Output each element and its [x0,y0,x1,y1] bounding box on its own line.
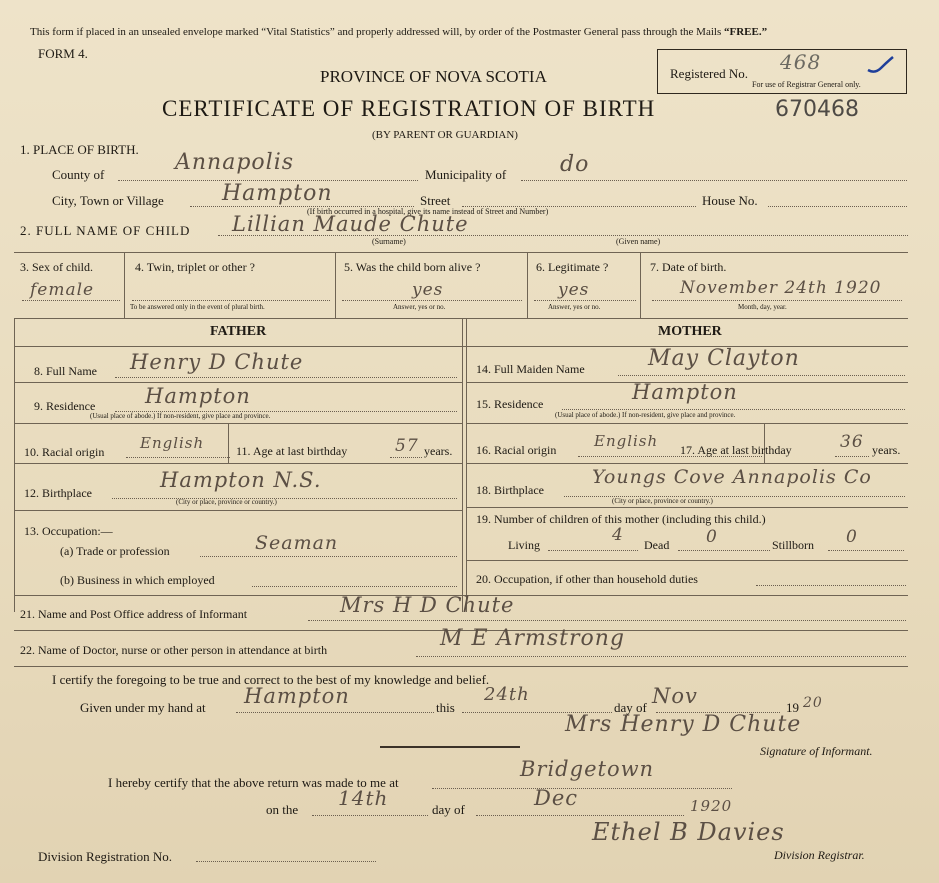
postal-notice: This form if placed in an unsealed envelope marked “Vital Statistics” and properly addressed will, by order of the Postmaster General pass through the Mails “FREE.” [30,26,768,38]
trade-value: Seaman [255,532,339,554]
on-value: 14th [338,786,389,810]
on-the-label: on the [266,802,299,817]
father-birthplace-note: (City or place, province or country.) [176,498,277,506]
living-value: 4 [612,525,624,545]
legitimate-label: 6. Legitimate ? [536,260,609,274]
informant-label: 21. Name and Post Office address of Informant [20,607,248,621]
given-label: Given under my hand at [80,700,206,715]
year2-value: 1920 [690,797,733,815]
father-name-value: Henry D Chute [130,350,304,374]
informant-signature: Mrs Henry D Chute [565,712,802,737]
mother-birthplace-label: 18. Birthplace [476,483,544,497]
mother-name-value: May Clayton [648,346,800,371]
alive-value: yes [412,280,444,300]
father-residence-value: Hampton [145,384,251,408]
father-name-label: 8. Full Name [34,364,97,378]
mother-birthplace-value: Youngs Cove Annapolis Co [592,466,872,488]
checkmark-icon [865,54,895,76]
alive-label: 5. Was the child born alive ? [344,260,481,274]
mother-heading: MOTHER [658,324,722,339]
father-age-value: 57 [395,436,419,456]
hospital-note: (If birth occurred in a hospital, give its name instead of Street and Number) [307,207,549,216]
division-registration-label: Division Registration No. [38,849,172,864]
form-number: FORM 4. [38,46,88,61]
father-racial-label: 10. Racial origin [24,445,105,459]
alive-note: Answer, yes or no. [393,303,446,311]
attendant-label: 22. Name of Doctor, nurse or other person in attendance at birth [20,643,328,657]
sex-label: 3. Sex of child. [20,260,93,274]
attendant-value: M E Armstrong [440,626,625,651]
month2-value: Dec [534,786,579,810]
informant-value: Mrs H D Chute [340,593,515,617]
father-birthplace-label: 12. Birthplace [24,486,92,500]
father-birthplace-value: Hampton N.S. [160,468,322,492]
twin-note: To be answered only in the event of plural birth. [130,303,265,311]
mother-occupation-label: 20. Occupation, if other than household duties [476,572,698,586]
stillborn-label: Stillborn [772,538,815,552]
registrar-only-note: For use of Registrar General only. [752,80,861,89]
city-label: City, Town or Village [52,193,164,208]
surname-note: (Surname) [372,237,406,246]
child-name-label: 2. FULL NAME OF CHILD [20,223,191,238]
mother-birthplace-note: (City or place, province or country.) [612,497,713,505]
place-of-birth-label: 1. PLACE OF BIRTH. [20,142,139,157]
day-of2-label: day of [432,802,465,817]
mother-residence-label: 15. Residence [476,397,544,411]
municipality-label: Municipality of [425,167,507,182]
street-label: Street [420,193,451,208]
mother-residence-note: (Usual place of abode.) If non-resident, give place and province. [555,411,736,419]
certify-statement: I certify the foregoing to be true and correct to the best of my knowledge and belief. [52,672,490,687]
legitimate-value: yes [558,280,590,300]
father-racial-value: English [140,434,205,452]
occupation-label: 13. Occupation:— [24,524,113,538]
mother-age-value: 36 [840,432,864,452]
date-label: 7. Date of birth. [650,260,727,274]
dead-label: Dead [644,538,670,552]
father-residence-note: (Usual place of abode.) If non-resident, give place and province. [90,412,271,420]
father-age-unit: years. [424,444,453,458]
year-prefix: 19 [786,700,799,715]
house-label: House No. [702,193,758,208]
year-value: 20 [803,695,823,711]
mother-age-label: 17. Age at last birthday [680,443,792,457]
month-value: Nov [652,684,698,708]
registrar-signature: Ethel B Davies [592,818,785,846]
stillborn-value: 0 [846,527,858,547]
father-heading: FATHER [210,324,267,339]
legitimate-note: Answer, yes or no. [548,303,601,311]
given-place: Hampton [244,684,350,708]
city-value: Hampton [222,181,333,206]
hereby-statement: I hereby certify that the above return was made to me at [108,775,399,790]
hereby-place: Bridgetown [520,757,655,781]
twin-label: 4. Twin, triplet or other ? [135,260,255,274]
children-label: 19. Number of children of this mother (including this child.) [476,512,766,526]
child-name-value: Lillian Maude Chute [232,212,469,236]
trade-label: (a) Trade or profession [60,544,170,558]
county-value: Annapolis [175,150,295,175]
father-age-label: 11. Age at last birthday [236,444,348,458]
given-name-note: (Given name) [616,237,661,246]
registered-value: 468 [780,50,822,74]
sex-value: female [30,280,95,300]
page-title: CERTIFICATE OF REGISTRATION OF BIRTH [162,96,656,121]
informant-signature-label: Signature of Informant. [760,744,873,758]
mother-residence-value: Hampton [632,380,738,404]
municipality-value: do [560,152,590,177]
this-label: this [436,700,455,715]
date-note: Month, day, year. [738,303,787,311]
living-label: Living [508,538,540,552]
dead-value: 0 [706,527,718,547]
business-label: (b) Business in which employed [60,573,215,587]
division-registrar-label: Division Registrar. [774,848,865,862]
mother-name-label: 14. Full Maiden Name [476,362,585,376]
mother-racial-value: English [594,432,659,450]
day-of-label: day of [614,700,647,715]
stamp-number: 670468 [775,97,859,122]
this-value: 24th [484,684,530,705]
subtitle: (BY PARENT OR GUARDIAN) [372,129,518,141]
province-heading: PROVINCE OF NOVA SCOTIA [320,67,547,86]
mother-age-unit: years. [872,443,901,457]
mother-racial-label: 16. Racial origin [476,443,557,457]
date-value: November 24th 1920 [680,278,882,298]
father-residence-label: 9. Residence [34,399,96,413]
registered-label: Registered No. [670,66,748,81]
county-label: County of [52,167,105,182]
